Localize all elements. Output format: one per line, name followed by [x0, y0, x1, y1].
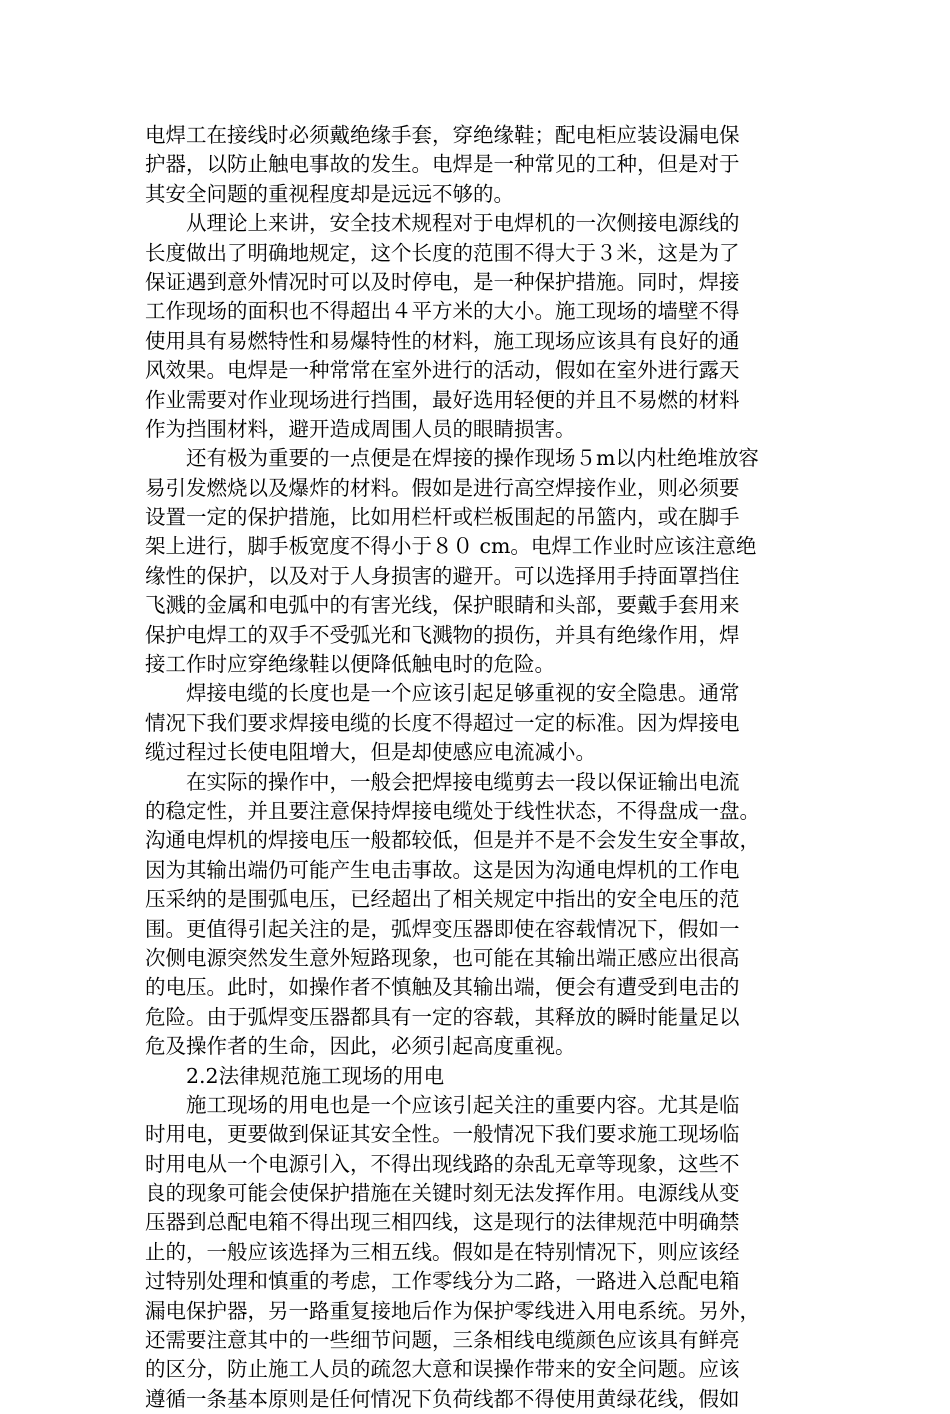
text-line: 的区分，防止施工人员的疏忽大意和误操作带来的安全问题。应该: [145, 1357, 740, 1382]
text-line: 易引发燃烧以及爆炸的材料。假如是进行高空焊接作业，则必须要: [145, 475, 740, 500]
text-line: 压采纳的是围弧电压，已经超出了相关规定中指出的安全电压的范: [145, 887, 740, 912]
text-line: 缆过程过长使电阻增大，但是却使感应电流减小。: [145, 740, 596, 765]
text-line: 架上进行，脚手板宽度不得小于８０ cm。电焊工作业时应该注意绝: [145, 534, 757, 559]
text-line: 风效果。电焊是一种常常在室外进行的活动，假如在室外进行露天: [145, 358, 740, 383]
text-line: 作为挡围材料，避开造成周围人员的眼睛损害。: [145, 416, 576, 441]
text-line: 作业需要对作业现场进行挡围，最好选用轻便的并且不易燃的材料: [145, 387, 740, 412]
text-line: 保证遇到意外情况时可以及时停电，是一种保护措施。同时，焊接: [145, 269, 740, 294]
text-line: 过特别处理和慎重的考虑，工作零线分为二路，一路进入总配电箱: [145, 1269, 740, 1294]
text-line: 工作现场的面积也不得超出４平方米的大小。施工现场的墙壁不得: [145, 299, 740, 324]
text-line: 其安全问题的重视程度却是远远不够的。: [145, 181, 514, 206]
text-line: 时用电，更要做到保证其安全性。一般情况下我们要求施工现场临: [145, 1122, 740, 1147]
paragraph-start-line: 施工现场的用电也是一个应该引起关注的重要内容。尤其是临: [145, 1092, 740, 1117]
text-line: 危险。由于弧焊变压器都具有一定的容载，其释放的瞬时能量足以: [145, 1004, 740, 1029]
text-line: 沟通电焊机的焊接电压一般都较低，但是并不是不会发生安全事故，: [145, 828, 760, 853]
text-line: 长度做出了明确地规定，这个长度的范围不得大于３米，这是为了: [145, 240, 740, 265]
text-line: 因为其输出端仍可能产生电击事故。这是因为沟通电焊机的工作电: [145, 857, 740, 882]
text-line: 的稳定性，并且要注意保持焊接电缆处于线性状态，不得盘成一盘。: [145, 798, 760, 823]
paragraph-start-line: 焊接电缆的长度也是一个应该引起足够重视的安全隐患。通常: [145, 681, 740, 706]
text-line: 电焊工在接线时必须戴绝缘手套，穿绝缘鞋；配电柜应装设漏电保: [145, 123, 740, 147]
paragraph-start-line: 从理论上来讲，安全技术规程对于电焊机的一次侧接电源线的: [145, 211, 740, 236]
paragraph-start-line: 还有极为重要的一点便是在焊接的操作现场５m以内杜绝堆放容: [145, 446, 759, 471]
paragraph-start-line: 在实际的操作中，一般会把焊接电缆剪去一段以保证输出电流: [145, 769, 740, 794]
text-line: 飞溅的金属和电弧中的有害光线，保护眼睛和头部，要戴手套用来: [145, 593, 740, 618]
text-line: 情况下我们要求焊接电缆的长度不得超过一定的标准。因为焊接电: [145, 710, 740, 735]
text-line: 危及操作者的生命，因此，必须引起高度重视。: [145, 1034, 576, 1059]
text-line: 保护电焊工的双手不受弧光和飞溅物的损伤，并具有绝缘作用，焊: [145, 622, 740, 647]
text-line: 止的，一般应该选择为三相五线。假如是在特别情况下，则应该经: [145, 1239, 740, 1264]
text-line: 接工作时应穿绝缘鞋以便降低触电时的危险。: [145, 652, 555, 677]
text-line: 压器到总配电箱不得出现三相四线，这是现行的法律规范中明确禁: [145, 1210, 740, 1235]
text-line: 时用电从一个电源引入，不得出现线路的杂乱无章等现象，这些不: [145, 1151, 740, 1176]
text-line: 次侧电源突然发生意外短路现象，也可能在其输出端正感应出很高: [145, 945, 740, 970]
section-heading: 2.2法律规范施工现场的用电: [145, 1063, 445, 1088]
text-line: 缘性的保护，以及对于人身损害的避开。可以选择用手持面罩挡住: [145, 563, 740, 588]
text-line: 护器，以防止触电事故的发生。电焊是一种常见的工种，但是对于: [145, 152, 740, 177]
text-line: 漏电保护器，另一路重复接地后作为保护零线进入用电系统。另外，: [145, 1298, 760, 1323]
text-line: 使用具有易燃特性和易爆特性的材料，施工现场应该具有良好的通: [145, 328, 740, 353]
text-line: 还需要注意其中的一些细节问题，三条相线电缆颜色应该具有鲜亮: [145, 1328, 740, 1353]
text-line: 遵循一条基本原则是任何情况下负荷线都不得使用黄绿花线，假如: [145, 1386, 740, 1411]
text-line: 围。更值得引起关注的是，弧焊变压器即使在容载情况下，假如一: [145, 916, 740, 941]
body-text: [145, 121, 805, 1414]
text-line: 的电压。此时，如操作者不慎触及其输出端，便会有遭受到电击的: [145, 975, 740, 1000]
text-line: 良的现象可能会使保护措施在关键时刻无法发挥作用。电源线从变: [145, 1181, 740, 1206]
text-line: 设置一定的保护措施，比如用栏杆或栏板围起的吊篮内，或在脚手: [145, 505, 740, 530]
